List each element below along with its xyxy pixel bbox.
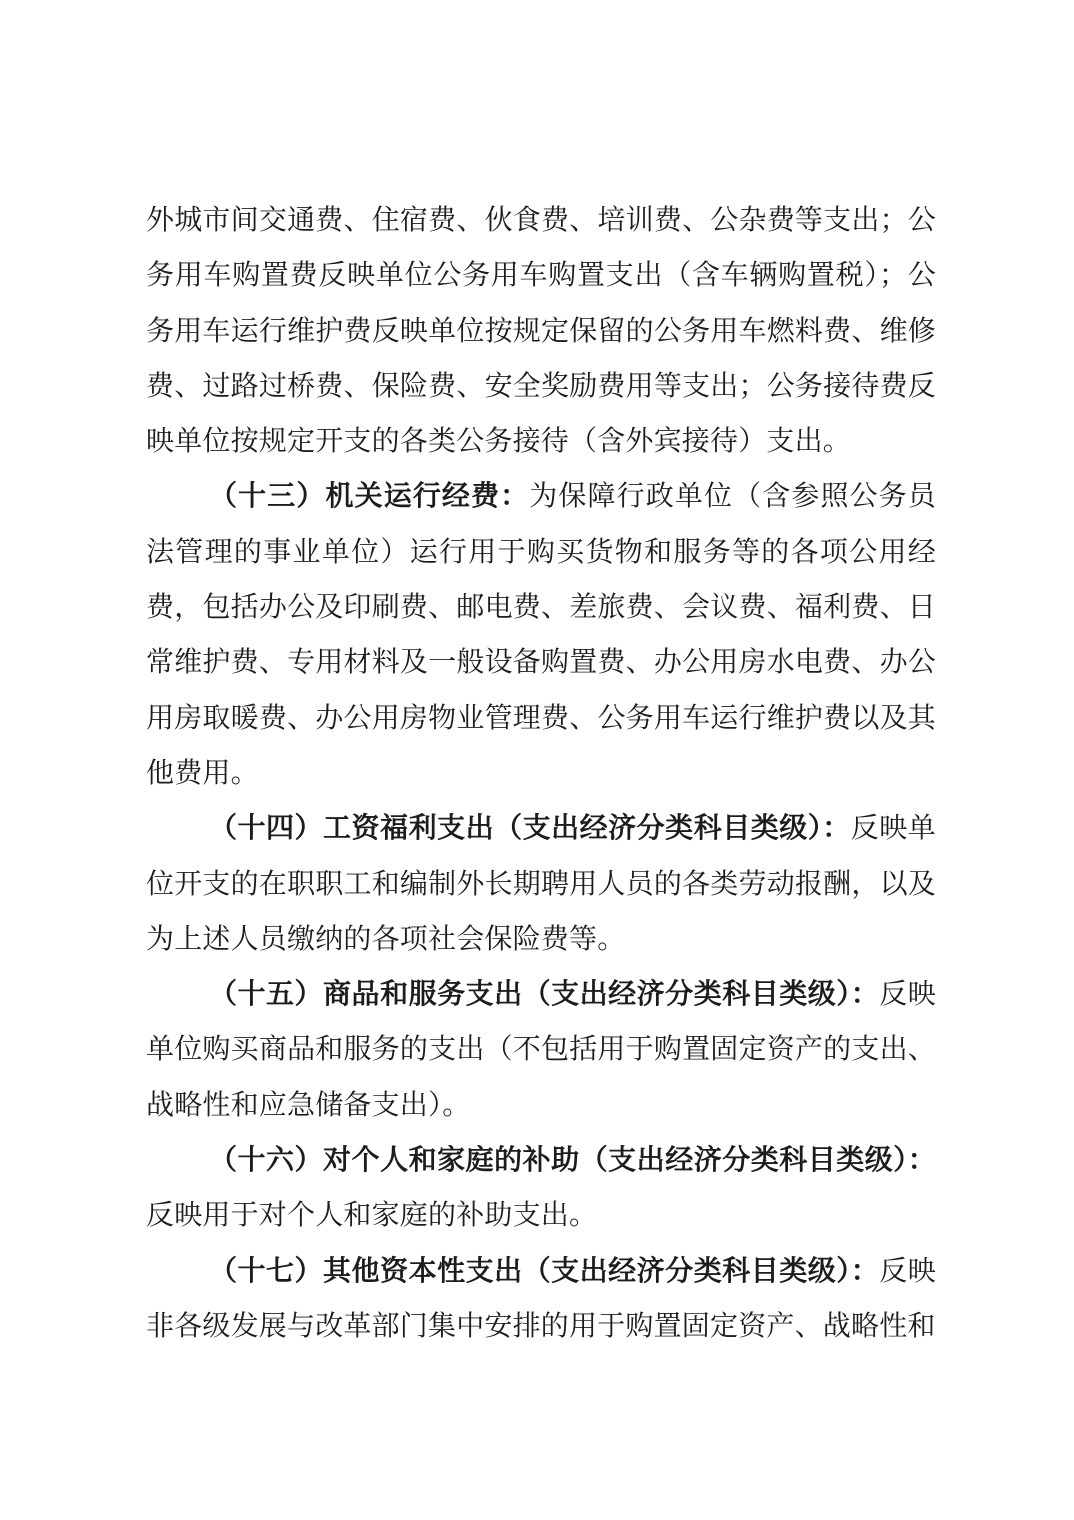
paragraph-heading: （十三）机关运行经费： [209, 481, 530, 513]
paragraph-continuation [146, 193, 936, 469]
paragraph-item-16 [146, 1133, 936, 1244]
paragraph-text: 为保障行政单位（含参照公务员法管理的事业单位）运行用于购买货物和服务等的各项公用经费，包括办公及印刷费、邮电费、差旅费、会议费、福利费、日常维护费、专用材料及一般设备购置费、办公用房水电费、办公用房取暖费、办公用房物业管理费、公务用车运行维护费以及其他费用。 [146, 481, 936, 789]
paragraph-item-17 [146, 1244, 936, 1355]
paragraph-heading: （十五）商品和服务支出（支出经济分类科目类级）： [209, 979, 880, 1011]
paragraph-text: 反映非各级发展与改革部门集中安排的用于购置固定资产、战略性和 [146, 1255, 936, 1342]
paragraph-heading: （十四）工资福利支出（支出经济分类科目类级）： [209, 813, 851, 845]
document-text-block [146, 193, 936, 1354]
paragraph-heading: （十七）其他资本性支出（支出经济分类科目类级）： [209, 1255, 880, 1287]
paragraph-heading: （十六）对个人和家庭的补助（支出经济分类科目类级）： [209, 1145, 936, 1177]
paragraph-text: 反映单位开支的在职职工和编制外长期聘用人员的各类劳动报酬，以及为上述人员缴纳的各项社会保险费等。 [146, 813, 936, 955]
paragraph-item-14 [146, 801, 936, 967]
paragraph-item-13 [146, 469, 936, 801]
paragraph-item-15 [146, 967, 936, 1133]
paragraph-text: 反映单位购买商品和服务的支出（不包括用于购置固定资产的支出、战略性和应急储备支出）。 [146, 979, 936, 1121]
paragraph-text: 反映用于对个人和家庭的补助支出。 [146, 1200, 598, 1232]
paragraph-text: 外城市间交通费、住宿费、伙食费、培训费、公杂费等支出；公务用车购置费反映单位公务用车购置支出（含车辆购置税）；公务用车运行维护费反映单位按规定保留的公务用车燃料费、维修费、过路过桥费、保险费、安全奖励费用等支出；公务接待费反映单位按规定开支的各类公务接待（含外宾接待）支出。 [146, 205, 936, 458]
